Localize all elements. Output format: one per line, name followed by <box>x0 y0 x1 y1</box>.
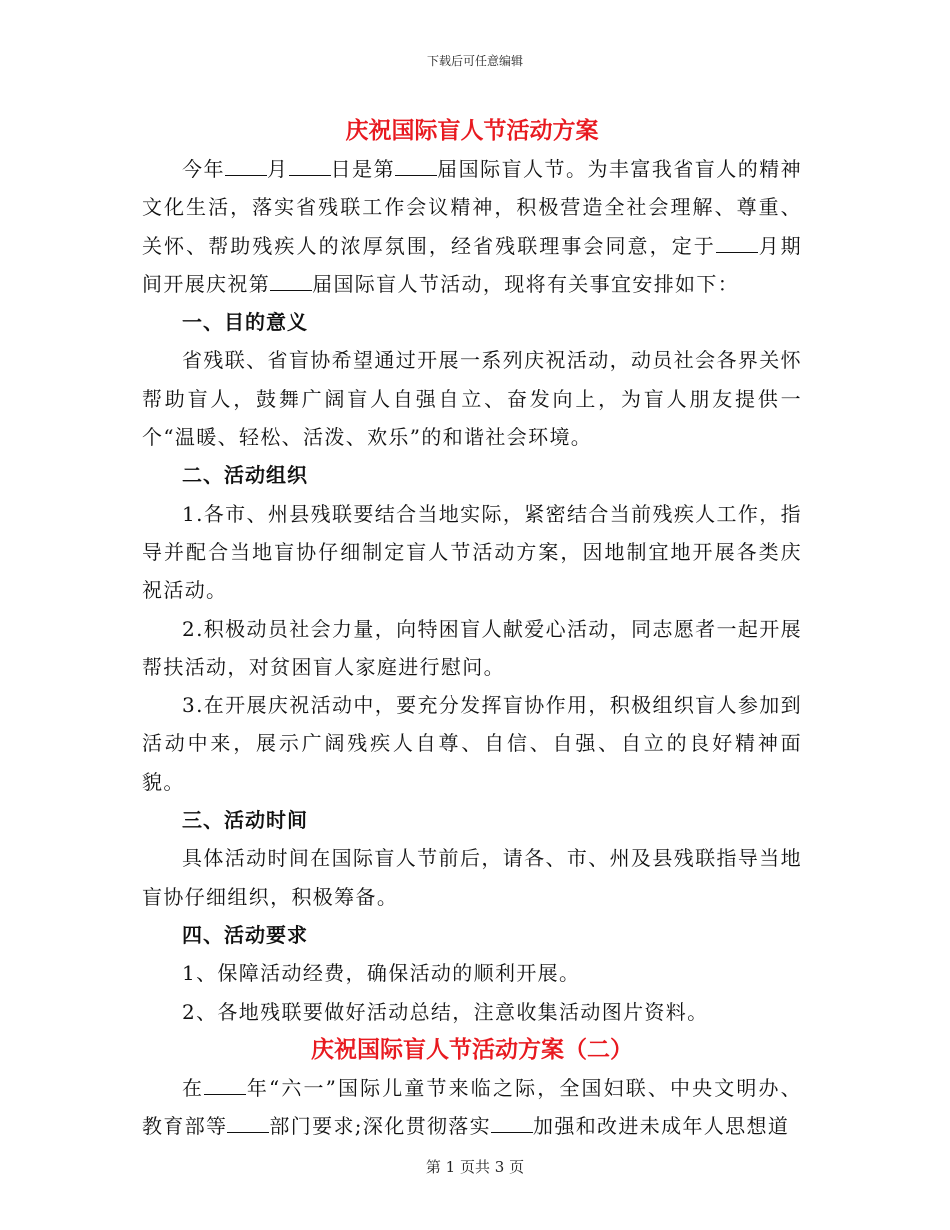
intro-text-c: 日是第 <box>330 157 396 181</box>
requirement-item-1: 1、保障活动经费，确保活动的顺利开展。 <box>182 961 581 986</box>
blank-line <box>225 174 267 176</box>
blank-line <box>716 251 758 253</box>
part2-text-b: 年“六一”国际儿童节来临之际，全国妇联、中央文明办、教育部等 <box>142 1075 802 1139</box>
part2-text-a: 在 <box>182 1075 205 1100</box>
document-body <box>142 110 802 1145</box>
blank-line <box>270 289 312 291</box>
time-paragraph: 具体活动时间在国际盲人节前后，请各、市、州及县残联指导当地盲协仔细组织，积极筹备。 <box>142 846 802 909</box>
blank-line <box>227 1131 269 1133</box>
organization-item-2: 2.积极动员社会力量，向特困盲人献爱心活动，同志愿者一起开展帮扶活动，对贫困盲人家庭进行慰问。 <box>142 616 802 679</box>
section-heading-organization: 二、活动组织 <box>182 463 308 488</box>
intro-text-b: 月 <box>266 157 289 181</box>
intro-text-d: 届国际盲人节。为丰富我省盲人的精神文化生活，落实省残联工作会议精神，积极营造全社会理解、尊重、关怀、帮助残疾人的浓厚氛围，经省残联理事会同意，定于 <box>142 157 802 258</box>
section-heading-time: 三、活动时间 <box>182 808 308 833</box>
blank-line <box>395 174 437 176</box>
requirement-item-2: 2、各地残联要做好活动总结，注意收集活动图片资料。 <box>182 999 709 1024</box>
section-heading-purpose: 一、目的意义 <box>182 310 308 335</box>
blank-line <box>491 1131 533 1133</box>
purpose-paragraph: 省残联、省盲协希望通过开展一系列庆祝活动，动员社会各界关怀帮助盲人，鼓舞广阔盲人自强自立、奋发向上，为盲人朋友提供一个“温暖、轻松、活泼、欢乐”的和谐社会环境。 <box>142 348 802 450</box>
page-header: 下载后可任意编辑 <box>426 54 523 68</box>
intro-paragraph <box>142 150 802 303</box>
document-title: 庆祝国际盲人节活动方案 <box>345 117 599 144</box>
blank-line <box>204 1093 246 1095</box>
part2-paragraph <box>142 1069 802 1146</box>
intro-text-e: 月期间开展庆祝第 <box>142 233 803 296</box>
blank-line <box>289 174 331 176</box>
intro-text-f: 届国际盲人节活动，现将有关事宜安排如下： <box>312 271 740 296</box>
organization-item-3: 3.在开展庆祝活动中，要充分发挥盲协作用，积极组织盲人参加到活动中来，展示广阔残疾人自尊、自信、自强、自立的良好精神面貌。 <box>142 693 802 794</box>
document-title-2: 庆祝国际盲人节活动方案（二） <box>311 1035 633 1063</box>
organization-item-1: 1.各市、州县残联要结合当地实际，紧密结合当前残疾人工作，指导并配合当地盲协仔细制定盲人节活动方案，因地制宜地开展各类庆祝活动。 <box>142 501 802 603</box>
section-heading-requirements: 四、活动要求 <box>182 922 308 947</box>
part2-text-c: 部门要求;深化贯彻落实 <box>269 1114 491 1139</box>
page-footer: 第 1 页共 3 页 <box>425 1158 525 1176</box>
part2-text-d: 加强和改进未成年人思想道 <box>533 1114 790 1139</box>
intro-text-a: 今年 <box>182 157 225 181</box>
